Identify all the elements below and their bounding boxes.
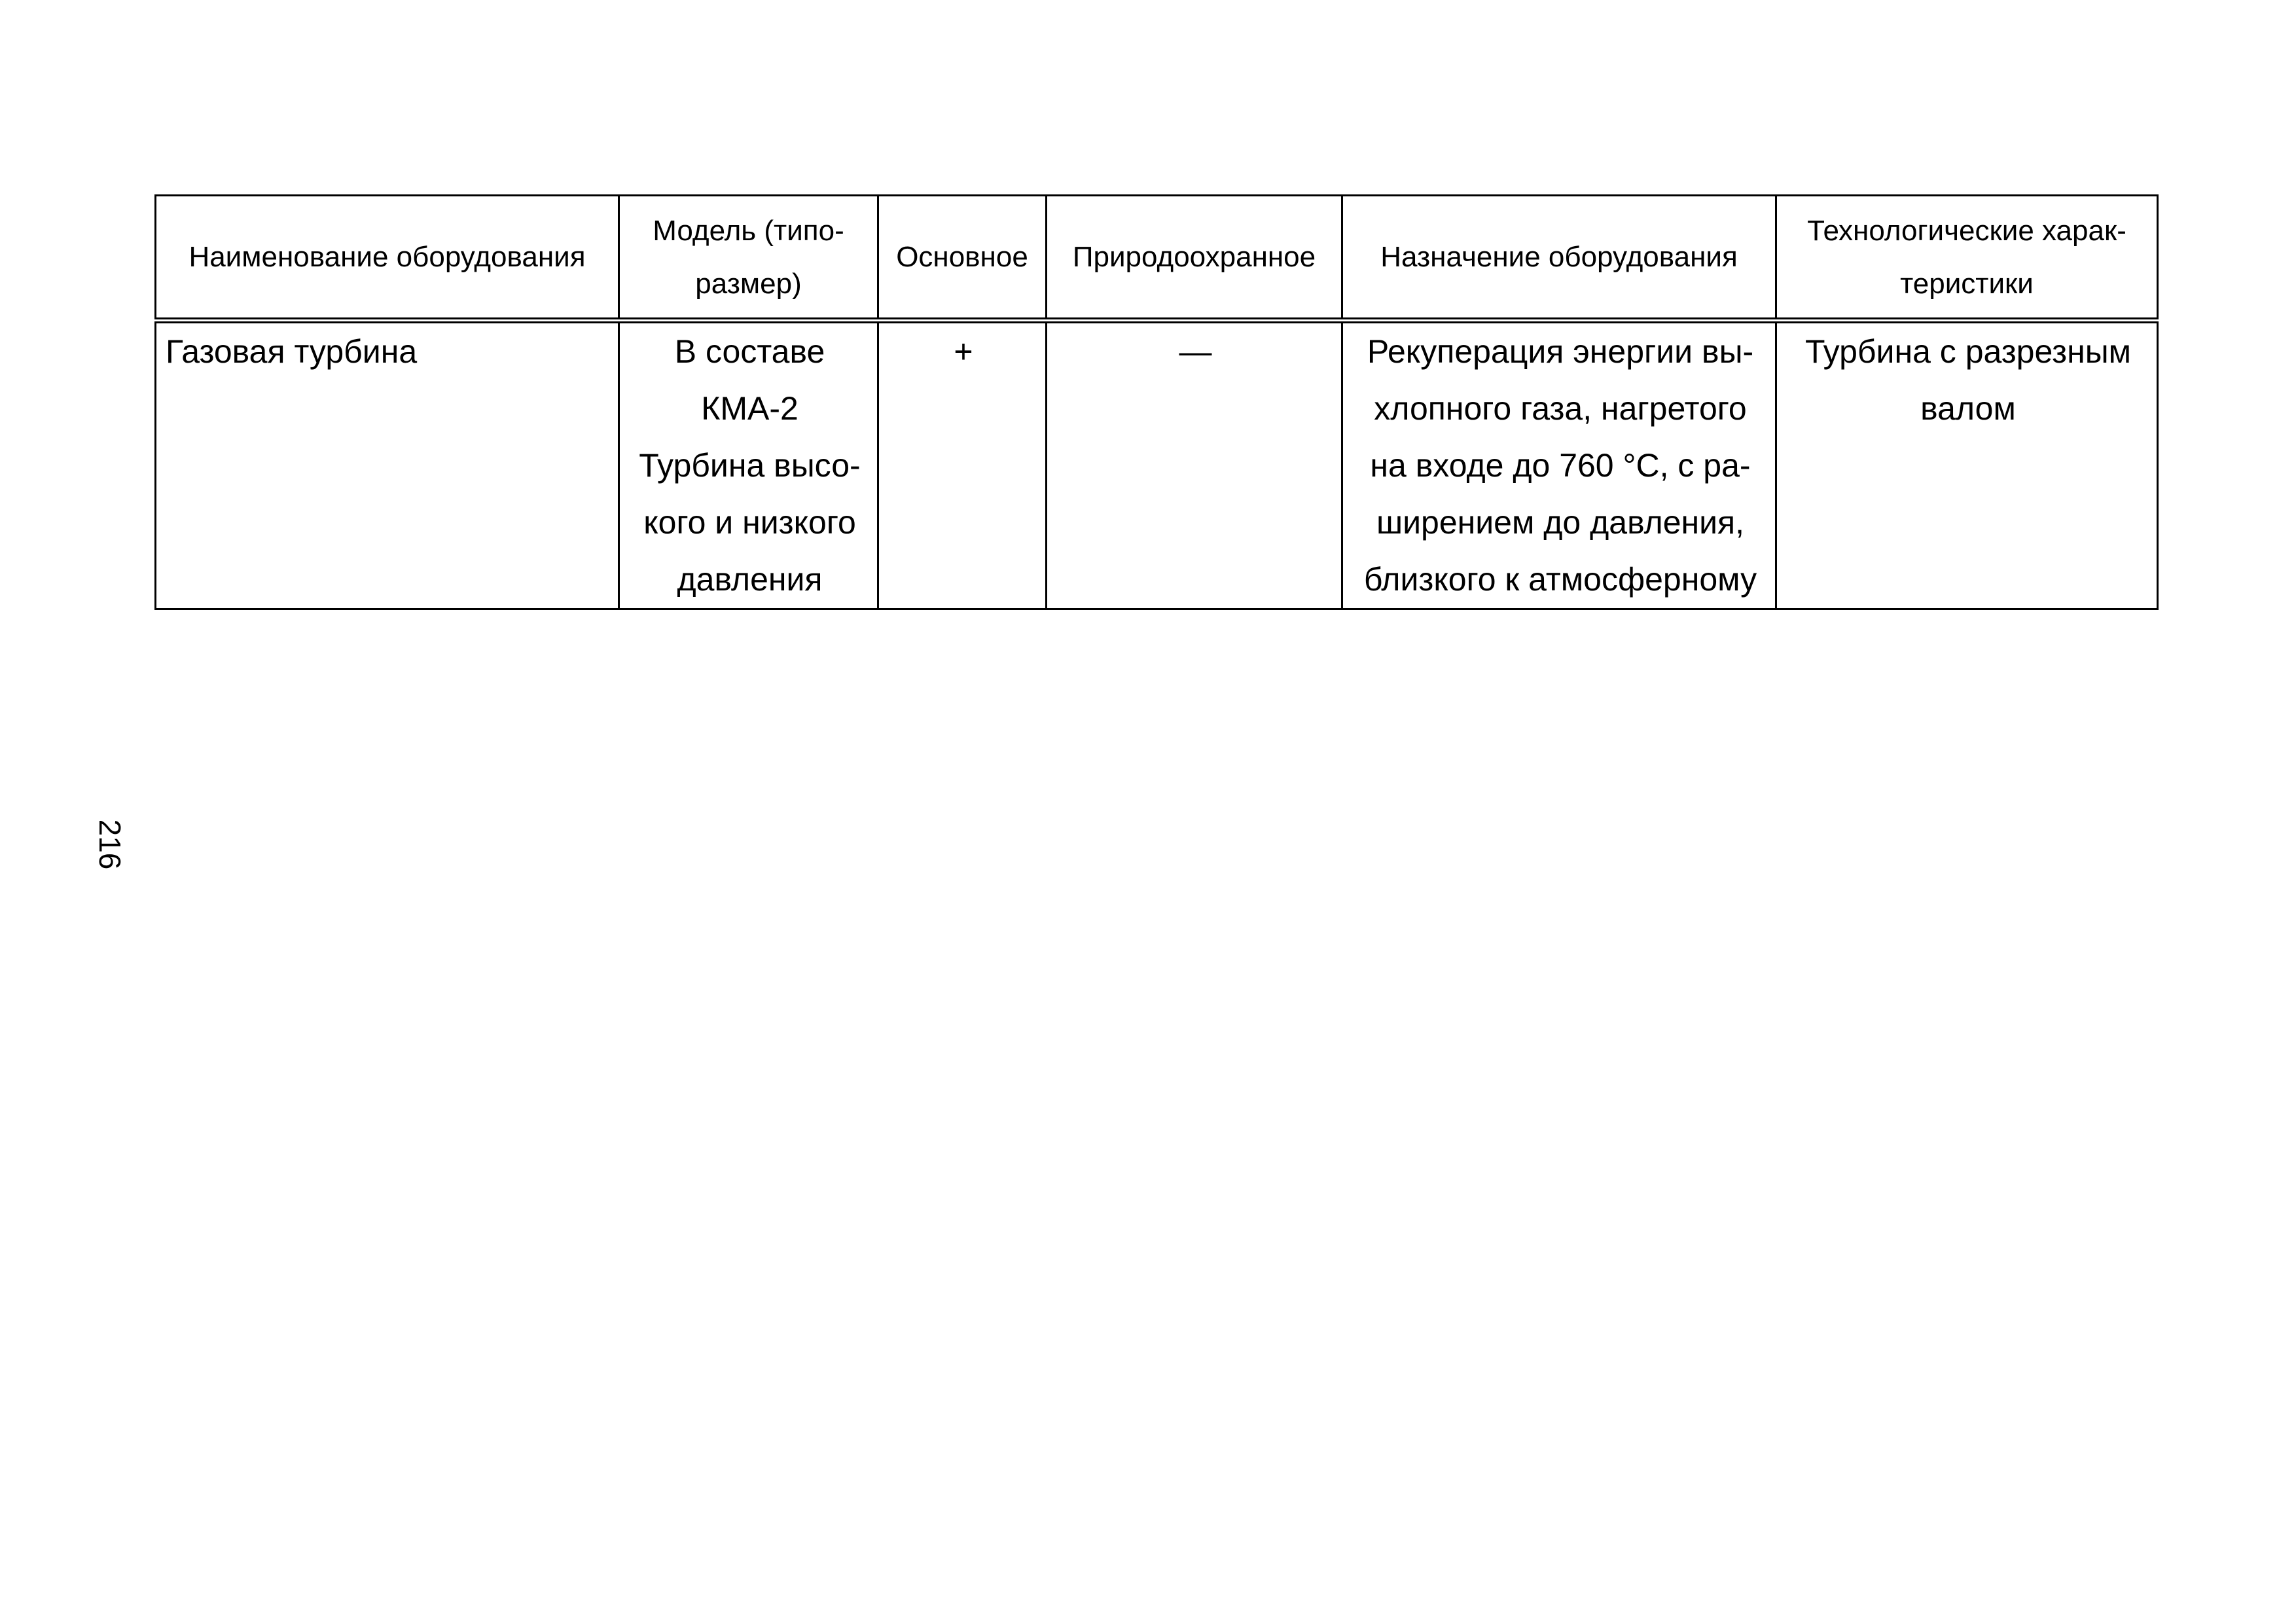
- header-line: Технологические харак-: [1807, 214, 2126, 247]
- header-main: [878, 196, 1047, 321]
- cell-purpose: [1342, 321, 1776, 609]
- header-line: Природоохранное: [1072, 241, 1316, 273]
- page-number: 216: [93, 819, 127, 870]
- cell-model: [619, 321, 878, 609]
- cell-line: близкого к атмосферному: [1363, 561, 1757, 598]
- cell-line: кого и низкого: [643, 504, 856, 541]
- header-characteristics: [1776, 196, 2158, 321]
- cell-characteristics: [1776, 321, 2158, 609]
- header-line: Назначение оборудования: [1380, 241, 1738, 273]
- cell-line: —: [1179, 333, 1212, 370]
- cell-main: [878, 321, 1047, 609]
- equipment-table: [154, 194, 2159, 610]
- header-environmental: [1047, 196, 1342, 321]
- cell-line: ширением до давления,: [1376, 504, 1745, 541]
- cell-line: хлопного газа, нагретого: [1374, 390, 1747, 427]
- cell-line: КМА-2: [701, 390, 798, 427]
- cell-line: В составе: [674, 333, 825, 370]
- header-line: Основное: [896, 241, 1028, 273]
- cell-line: валом: [1920, 390, 2016, 427]
- cell-line: Рекуперация энергии вы-: [1367, 333, 1754, 370]
- cell-equipment-name: [156, 321, 619, 609]
- cell-line: Турбина высо-: [639, 447, 861, 484]
- cell-line: Газовая турбина: [166, 333, 418, 370]
- header-line: Наименование оборудования: [188, 241, 586, 273]
- header-line: размер): [695, 267, 802, 300]
- header-equipment-name: [156, 196, 619, 321]
- cell-line: давления: [677, 561, 823, 598]
- header-purpose: [1342, 196, 1776, 321]
- cell-line: +: [954, 333, 973, 370]
- cell-line: на входе до 760 °С, с ра-: [1370, 447, 1751, 484]
- table-header-row: [156, 196, 2158, 321]
- header-line: Модель (типо-: [653, 214, 844, 247]
- header-line: теристики: [1900, 267, 2034, 300]
- header-model: [619, 196, 878, 321]
- table-row: [156, 321, 2158, 609]
- cell-line: Турбина с разрезным: [1804, 333, 2132, 370]
- cell-environmental: [1047, 321, 1342, 609]
